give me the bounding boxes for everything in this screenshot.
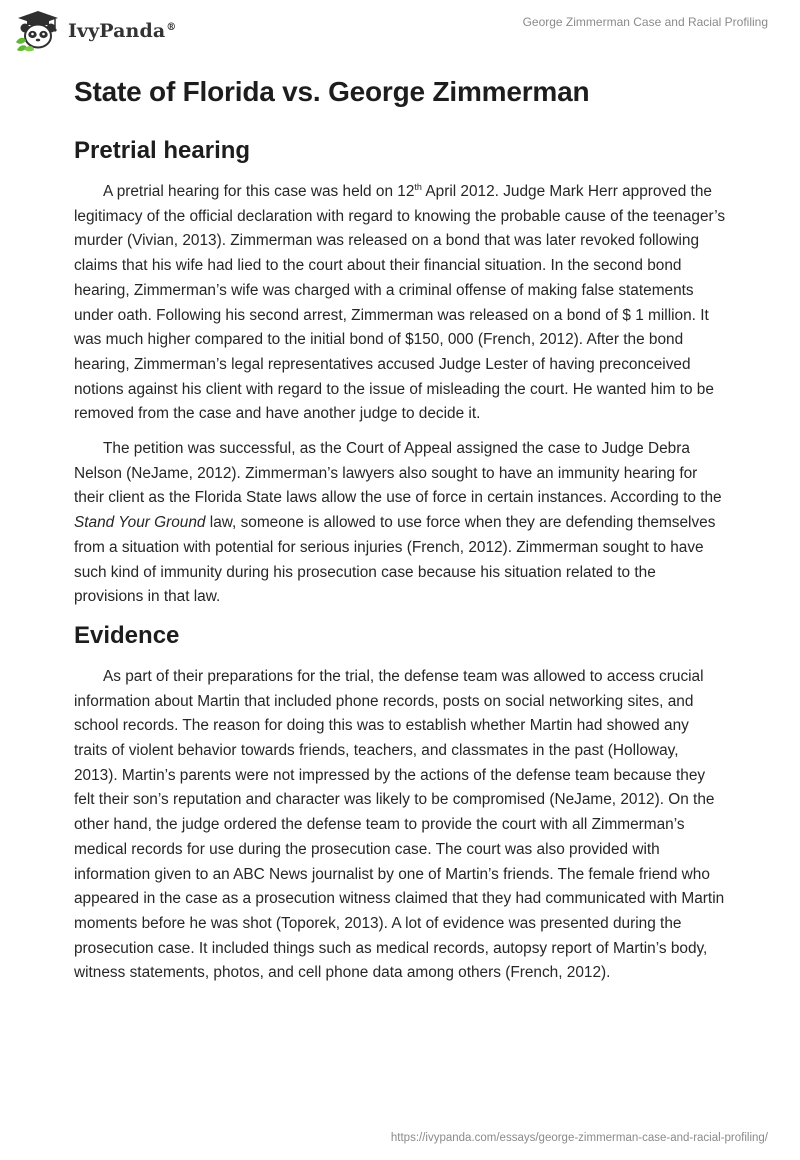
pretrial-paragraph-1: A pretrial hearing for this case was held on 12th April 2012. Judge Mark Herr approved the legitimacy of the official declaration with regard to knowing the probable cause of the teenager’s murder (Vivian, 2013). Zimmerman was released on a bond that was later revoked following claims that his wife had lied to the court about their financial situation. In the second bond hearing, Zimmerman’s wife was charged with a criminal offense of making false statements under oath. Following his second arrest, Zimmerman was released on a bond of $ 1 million. It was much higher compared to the initial bond of $150, 000 (French, 2012). After the bond hearing, Zimmerman’s legal representatives accused Judge Lester of having preconceived notions against his client with regard to the issue of misleading the court. He wanted him to be removed from the case and have another judge to decide it.	[74, 181, 726, 423]
document-title: State of Florida vs. George Zimmerman	[74, 76, 590, 107]
panda-graduate-icon	[14, 9, 62, 53]
section-heading-pretrial: Pretrial hearing	[74, 137, 251, 164]
trademark-symbol: ®	[166, 21, 177, 33]
pretrial-paragraph-2: The petition was successful, as the Court of Appeal assigned the case to Judge Debra Nelson (NeJame, 2012). Zimmerman’s lawyers also sought to have an immunity hearing for their client as the Florida State laws allow the use of force in certain instances. According to the Stand Your Ground law, someone is allowed to use force when they are defending themselves from a situation with potential for serious injuries (French, 2012). Zimmerman sought to have such kind of immunity during his prosecution case because his situation related to the provisions in that law.	[74, 440, 722, 606]
ordinal-superscript: th	[414, 181, 422, 192]
page-header	[0, 0, 800, 60]
evidence-paragraph-1: As part of their preparations for the trial, the defense team was allowed to access crucial information about Martin that included phone records, posts on social networking sites, and school records. The reason for doing this was to establish whether Martin had showed any traits of violent behavior towards friends, teachers, and classmates in the past (Holloway, 2013). Martin’s parents were not impressed by the actions of the defense team because they felt their son’s reputation and character was likely to be compromised (NeJame, 2012). On the other hand, the judge ordered the defense team to provide the court with all Zimmerman’s medical records for use during the prosecution case. The court was also provided with information given to an ABC News journalist by one of Martin’s friends. The female friend who appeared in the case as a prosecution witness claimed that they had communicated with Martin moments before he was shot (Toporek, 2013). A lot of evidence was presented during the prosecution case. It included things such as medical records, autopsy report of Martin’s body, witness statements, photos, and cell phone data among others (French, 2012).	[74, 667, 725, 982]
document-body	[74, 75, 726, 986]
running-title: George Zimmerman Case and Racial Profiling	[522, 15, 768, 29]
ivypanda-logo[interactable]	[14, 9, 176, 53]
brand-name: IvyPanda®	[68, 20, 177, 42]
section-heading-evidence: Evidence	[74, 621, 180, 649]
law-name-italic: Stand Your Ground	[74, 514, 206, 532]
source-url-link[interactable]: https://ivypanda.com/essays/george-zimmerman-case-and-racial-profiling/	[390, 1132, 768, 1144]
